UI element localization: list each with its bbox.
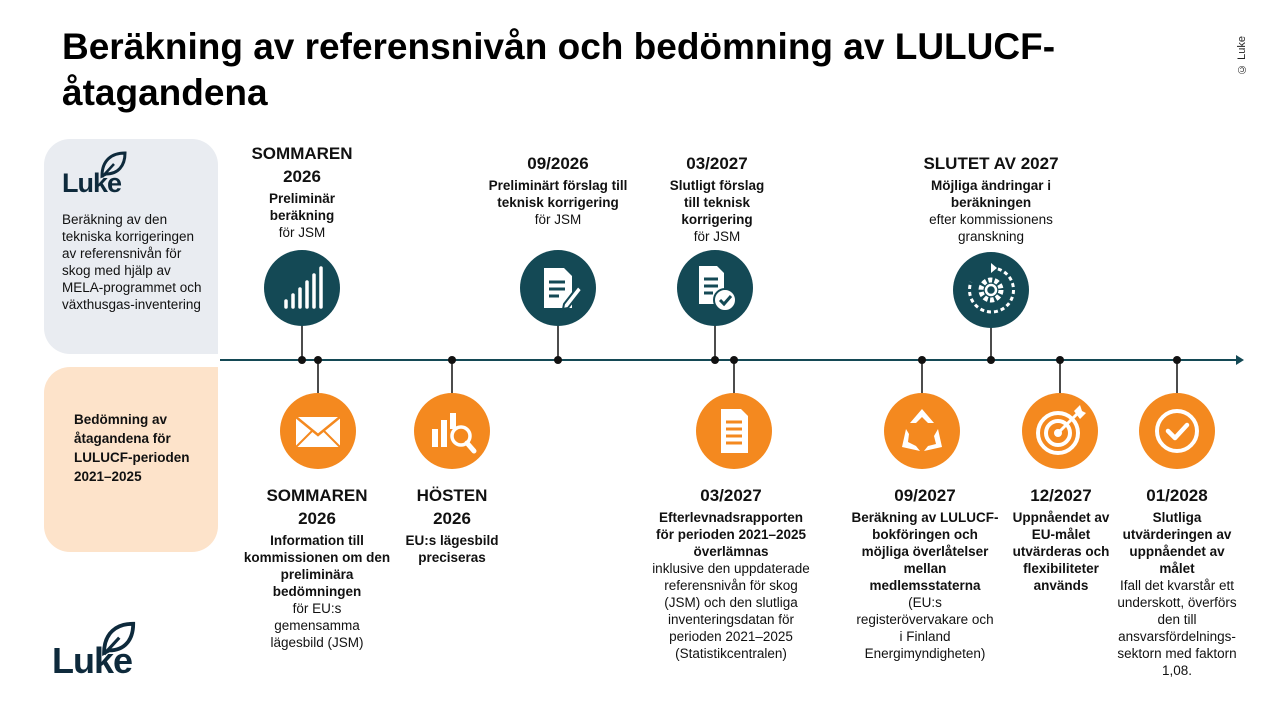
event-text: (EU:s registerövervakare och i Finland Energimyndigheten) — [856, 595, 994, 661]
bottom-event-3 — [646, 484, 816, 662]
event-text: inklusive den uppdaterade referensnivån för skog (JSM) och den slutliga inventeringsdatan för perioden 2021–2025 (Statistikcentralen) — [652, 561, 810, 661]
top-event-3 — [652, 152, 782, 245]
event-title: Preliminärt förslag till teknisk korrigering — [488, 178, 628, 210]
event-title: Efterlevnadsrapporten för perioden 2021–2025 överlämnas — [655, 510, 807, 559]
event-text: för JSM — [278, 225, 326, 240]
logo-text: Luke — [52, 640, 133, 681]
bottom-event-2 — [396, 484, 508, 566]
bottom-event-5 — [1011, 484, 1111, 594]
target-icon — [1022, 393, 1098, 469]
gear-cycle-icon — [953, 252, 1029, 328]
bottom-event-4 — [850, 484, 1000, 662]
event-date: SOMMAREN 2026 — [251, 144, 353, 186]
event-text: efter kommissionens granskning — [929, 212, 1053, 244]
bottom-event-6 — [1110, 484, 1244, 679]
bottom-event-1 — [243, 484, 391, 651]
event-date: SLUTET AV 2027 — [923, 154, 1059, 173]
event-title: Beräkning av LULUCF-bokföringen och möjliga överlåtelser mellan medlemsstaterna — [851, 510, 999, 593]
event-text: för JSM — [534, 212, 582, 227]
top-event-2 — [488, 152, 628, 228]
bar-chart-icon — [264, 250, 340, 326]
event-date: SOMMAREN 2026 — [266, 486, 368, 528]
event-date: HÖSTEN 2026 — [416, 486, 488, 528]
event-date: 03/2027 — [700, 486, 762, 505]
chart-magnifier-icon — [414, 393, 490, 469]
page-title: Beräkning av referensnivån och bedömning av LULUCF-åtagandena — [62, 26, 1056, 113]
recycle-icon — [884, 393, 960, 469]
top-event-4 — [906, 152, 1076, 245]
document-check-icon — [677, 250, 753, 326]
checkmark-icon — [1139, 393, 1215, 469]
logo-text: Luke — [62, 168, 122, 198]
event-title: Preliminär beräkning — [268, 191, 336, 223]
top-event-1 — [232, 142, 372, 241]
event-date: 01/2028 — [1146, 486, 1208, 505]
event-date: 12/2027 — [1030, 486, 1092, 505]
event-title: Möjliga ändringar i beräkningen — [930, 178, 1051, 210]
event-title: Uppnåendet av EU-målet utvärderas och flexibiliteter används — [1012, 510, 1110, 593]
document-edit-icon — [520, 250, 596, 326]
event-title: EU:s lägesbild preciseras — [405, 533, 499, 565]
envelope-icon — [280, 393, 356, 469]
copyright-label: © Luke — [1236, 36, 1248, 75]
event-date: 09/2027 — [894, 486, 956, 505]
event-date: 03/2027 — [686, 154, 748, 173]
event-title: Slutligt förslag till teknisk korrigering — [669, 178, 765, 227]
event-text: Ifall det kvarstår ett underskott, överförs den till ansvarsfördelnings-sektorn med faktorn 1,08. — [1117, 578, 1237, 678]
event-title: Information till kommissionen om den preliminära bedömningen — [243, 533, 391, 599]
event-title: Slutliga utvärderingen av uppnåendet av målet — [1122, 510, 1232, 576]
event-text: för JSM — [693, 229, 741, 244]
panel-bottom-description: Bedömning av åtagandena för LULUCF-perioden 2021–2025 — [74, 412, 190, 484]
document-icon — [696, 393, 772, 469]
event-text: för EU:s gemensamma lägesbild (JSM) — [270, 601, 364, 650]
event-date: 09/2026 — [527, 154, 589, 173]
panel-top-description: Beräkning av den tekniska korrigeringen av referensnivån för skog med hjälp av MELA-programmet och växthusgas-inventering — [62, 212, 202, 312]
